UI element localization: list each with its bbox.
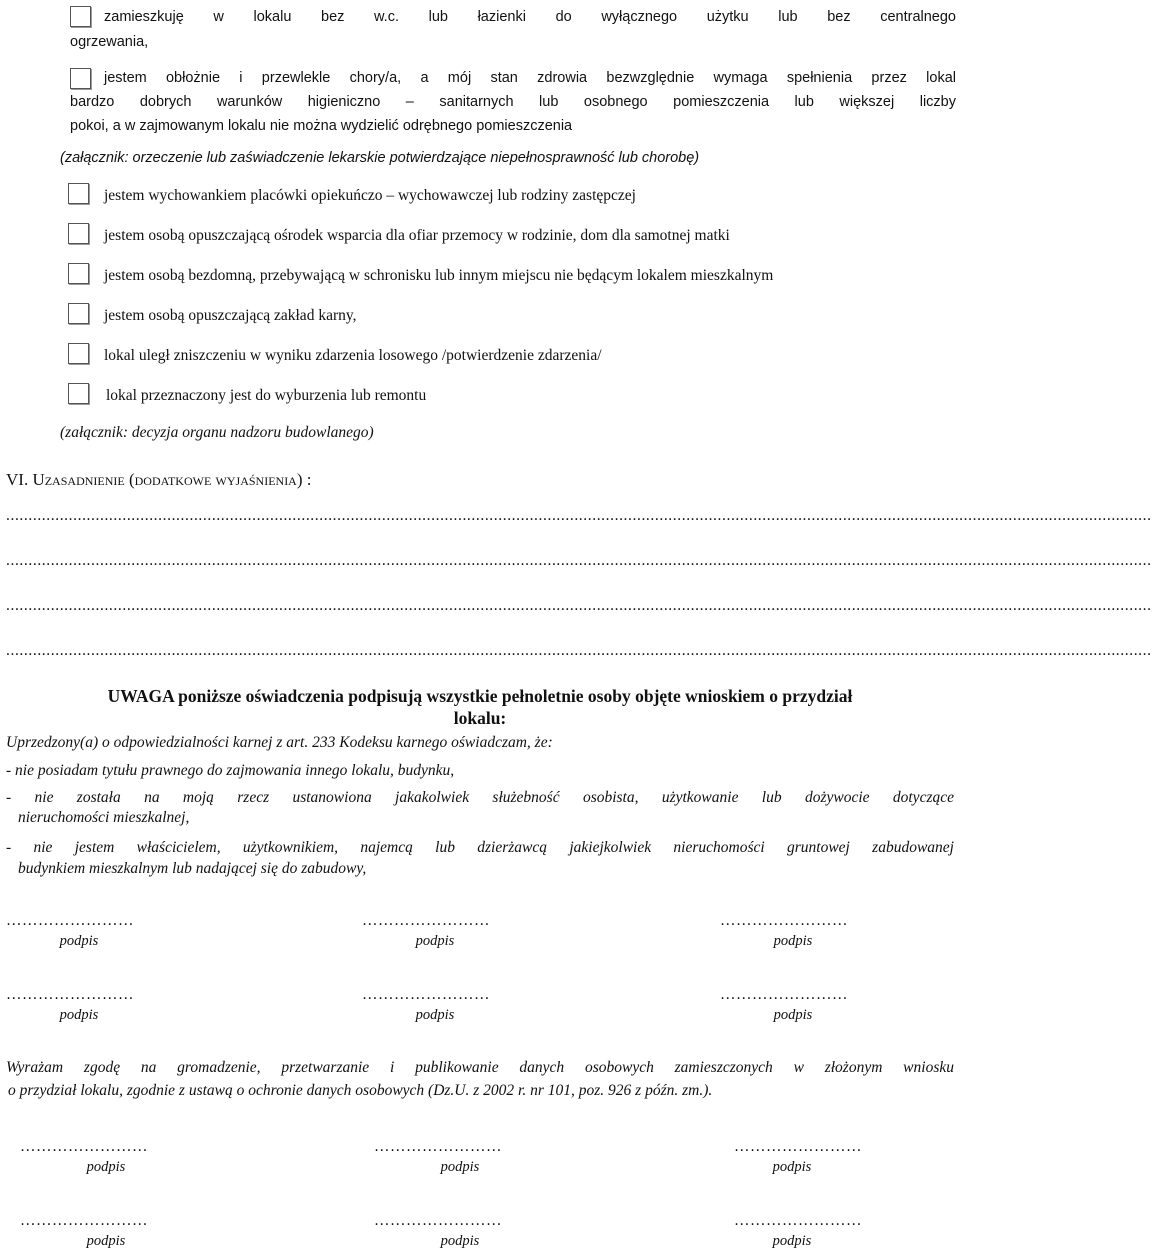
signature-dots: ……………………	[374, 1138, 502, 1155]
signature-block[interactable]	[362, 986, 542, 1024]
checkbox-homeless[interactable]	[68, 263, 89, 284]
notice-item-3-line1: - nie jestem właścicielem, użytkownikiem, najemcą lub dzierżawcą jakiejkolwiek nieruchomości gruntowej zabudowanej	[6, 839, 954, 856]
signature-dots: ……………………	[374, 1212, 502, 1229]
signature-block[interactable]	[20, 1212, 200, 1250]
justification-line-2[interactable]: ................................................................................................................................................................................................................................................................	[6, 552, 1152, 569]
option-chronically-ill-line2: bardzo dobrych warunków higieniczno – sanitarnych lub osobnego pomieszczenia lub większej liczby	[70, 94, 956, 110]
attachment-building: (załącznik: decyzja organu nadzoru budowlanego)	[60, 424, 374, 441]
signature-dots: ……………………	[720, 986, 848, 1003]
option-homeless: jestem osobą bezdomną, przebywającą w schronisku lub innym miejscu nie będącym lokalem mieszkalnym	[104, 267, 774, 284]
notice-intro: Uprzedzony(a) o odpowiedzialności karnej z art. 233 Kodeksu karnego oświadczam, że:	[6, 734, 553, 751]
signature-block[interactable]	[720, 912, 900, 950]
justification-line-1[interactable]: ................................................................................................................................................................................................................................................................	[6, 507, 1152, 524]
notice-item-1: - nie posiadam tytułu prawnego do zajmowania innego lokalu, budynku,	[6, 762, 455, 779]
signature-dots: ……………………	[720, 912, 848, 929]
notice-item-2-line2: nieruchomości mieszkalnej,	[18, 809, 190, 826]
signature-dots: ……………………	[20, 1212, 148, 1229]
signature-label: podpis	[415, 1007, 455, 1023]
justification-line-3[interactable]: ................................................................................................................................................................................................................................................................	[6, 597, 1152, 614]
notice-heading-line2: lokalu:	[453, 708, 507, 728]
notice-heading-line1: UWAGA poniższe oświadczenia podpisują wszystkie pełnoletnie osoby objęte wnioskiem o przydział	[107, 686, 853, 706]
signature-block[interactable]	[720, 986, 900, 1024]
justification-line-4[interactable]: ................................................................................................................................................................................................................................................................	[6, 642, 1152, 659]
signature-dots: ……………………	[734, 1212, 862, 1229]
signature-block[interactable]	[374, 1212, 554, 1250]
consent-line2: o przydział lokalu, zgodnie z ustawą o ochronie danych osobowych (Dz.U. z 2002 r. nr 101, poz. 926 z późn. zm.).	[8, 1082, 713, 1099]
signature-dots: ……………………	[6, 912, 134, 929]
signature-label: podpis	[772, 1233, 812, 1249]
checkbox-foster-care[interactable]	[68, 183, 89, 204]
signature-label: podpis	[773, 1007, 813, 1023]
option-chronically-ill-line1: jestem obłożnie i przewlekle chory/a, a mój stan zdrowia bezwzględnie wymaga spełnienia przez lokal	[104, 70, 956, 86]
signature-dots: ……………………	[362, 912, 490, 929]
signature-label: podpis	[86, 1233, 126, 1249]
option-no-wc-line2: ogrzewania,	[70, 34, 149, 50]
notice-heading	[0, 685, 960, 729]
checkbox-demolition[interactable]	[68, 383, 89, 404]
section-title: Uzasadnienie (dodatkowe wyjaśnienia) :	[32, 470, 312, 489]
signature-dots: ……………………	[362, 986, 490, 1003]
notice-item-3-line2: budynkiem mieszkalnym lub nadającej się do zabudowy,	[18, 860, 367, 877]
attachment-medical: (załącznik: orzeczenie lub zaświadczenie lekarskie potwierdzające niepełnosprawność lub chorobę)	[60, 150, 700, 166]
signature-label: podpis	[59, 1007, 99, 1023]
option-demolition: lokal przeznaczony jest do wyburzenia lub remontu	[106, 387, 427, 404]
signature-block[interactable]	[6, 912, 186, 950]
signature-dots: ……………………	[6, 986, 134, 1003]
signature-label: podpis	[440, 1233, 480, 1249]
notice-item-2-line1: - nie została na moją rzecz ustanowiona jakakolwiek służebność osobista, użytkowanie lub dożywocie dotyczące	[6, 789, 954, 806]
signature-block[interactable]	[362, 912, 542, 950]
checkbox-prison[interactable]	[68, 303, 89, 324]
signature-block[interactable]	[374, 1138, 554, 1176]
signature-dots: ……………………	[20, 1138, 148, 1155]
signature-label: podpis	[772, 1159, 812, 1175]
signature-label: podpis	[415, 933, 455, 949]
option-destroyed: lokal uległ zniszczeniu w wyniku zdarzenia losowego /potwierdzenie zdarzenia/	[104, 347, 602, 364]
section-number: VI.	[6, 470, 29, 489]
option-foster-care: jestem wychowankiem placówki opiekuńczo – wychowawczej lub rodziny zastępczej	[104, 187, 636, 204]
signature-label: podpis	[59, 933, 99, 949]
signature-block[interactable]	[734, 1138, 914, 1176]
section-vi-heading	[6, 470, 312, 490]
checkbox-no-wc[interactable]	[70, 6, 91, 27]
option-no-wc-line1: zamieszkuję w lokalu bez w.c. lub łazienki do wyłącznego użytku lub bez centralnego	[104, 9, 956, 25]
option-support-center: jestem osobą opuszczającą ośrodek wsparcia dla ofiar przemocy w rodzinie, dom dla samotnej matki	[104, 227, 730, 244]
signature-block[interactable]	[734, 1212, 914, 1250]
signature-label: podpis	[773, 933, 813, 949]
checkbox-chronically-ill[interactable]	[70, 68, 91, 89]
signature-label: podpis	[86, 1159, 126, 1175]
option-chronically-ill-line3: pokoi, a w zajmowanym lokalu nie można wydzielić odrębnego pomieszczenia	[70, 118, 573, 134]
option-prison: jestem osobą opuszczającą zakład karny,	[104, 307, 357, 324]
signature-dots: ……………………	[734, 1138, 862, 1155]
signature-block[interactable]	[20, 1138, 200, 1176]
consent-line1: Wyrażam zgodę na gromadzenie, przetwarzanie i publikowanie danych osobowych zamieszczonych w złożonym wniosku	[6, 1059, 954, 1076]
signature-label: podpis	[440, 1159, 480, 1175]
checkbox-support-center[interactable]	[68, 223, 89, 244]
signature-block[interactable]	[6, 986, 186, 1024]
checkbox-destroyed[interactable]	[68, 343, 89, 364]
